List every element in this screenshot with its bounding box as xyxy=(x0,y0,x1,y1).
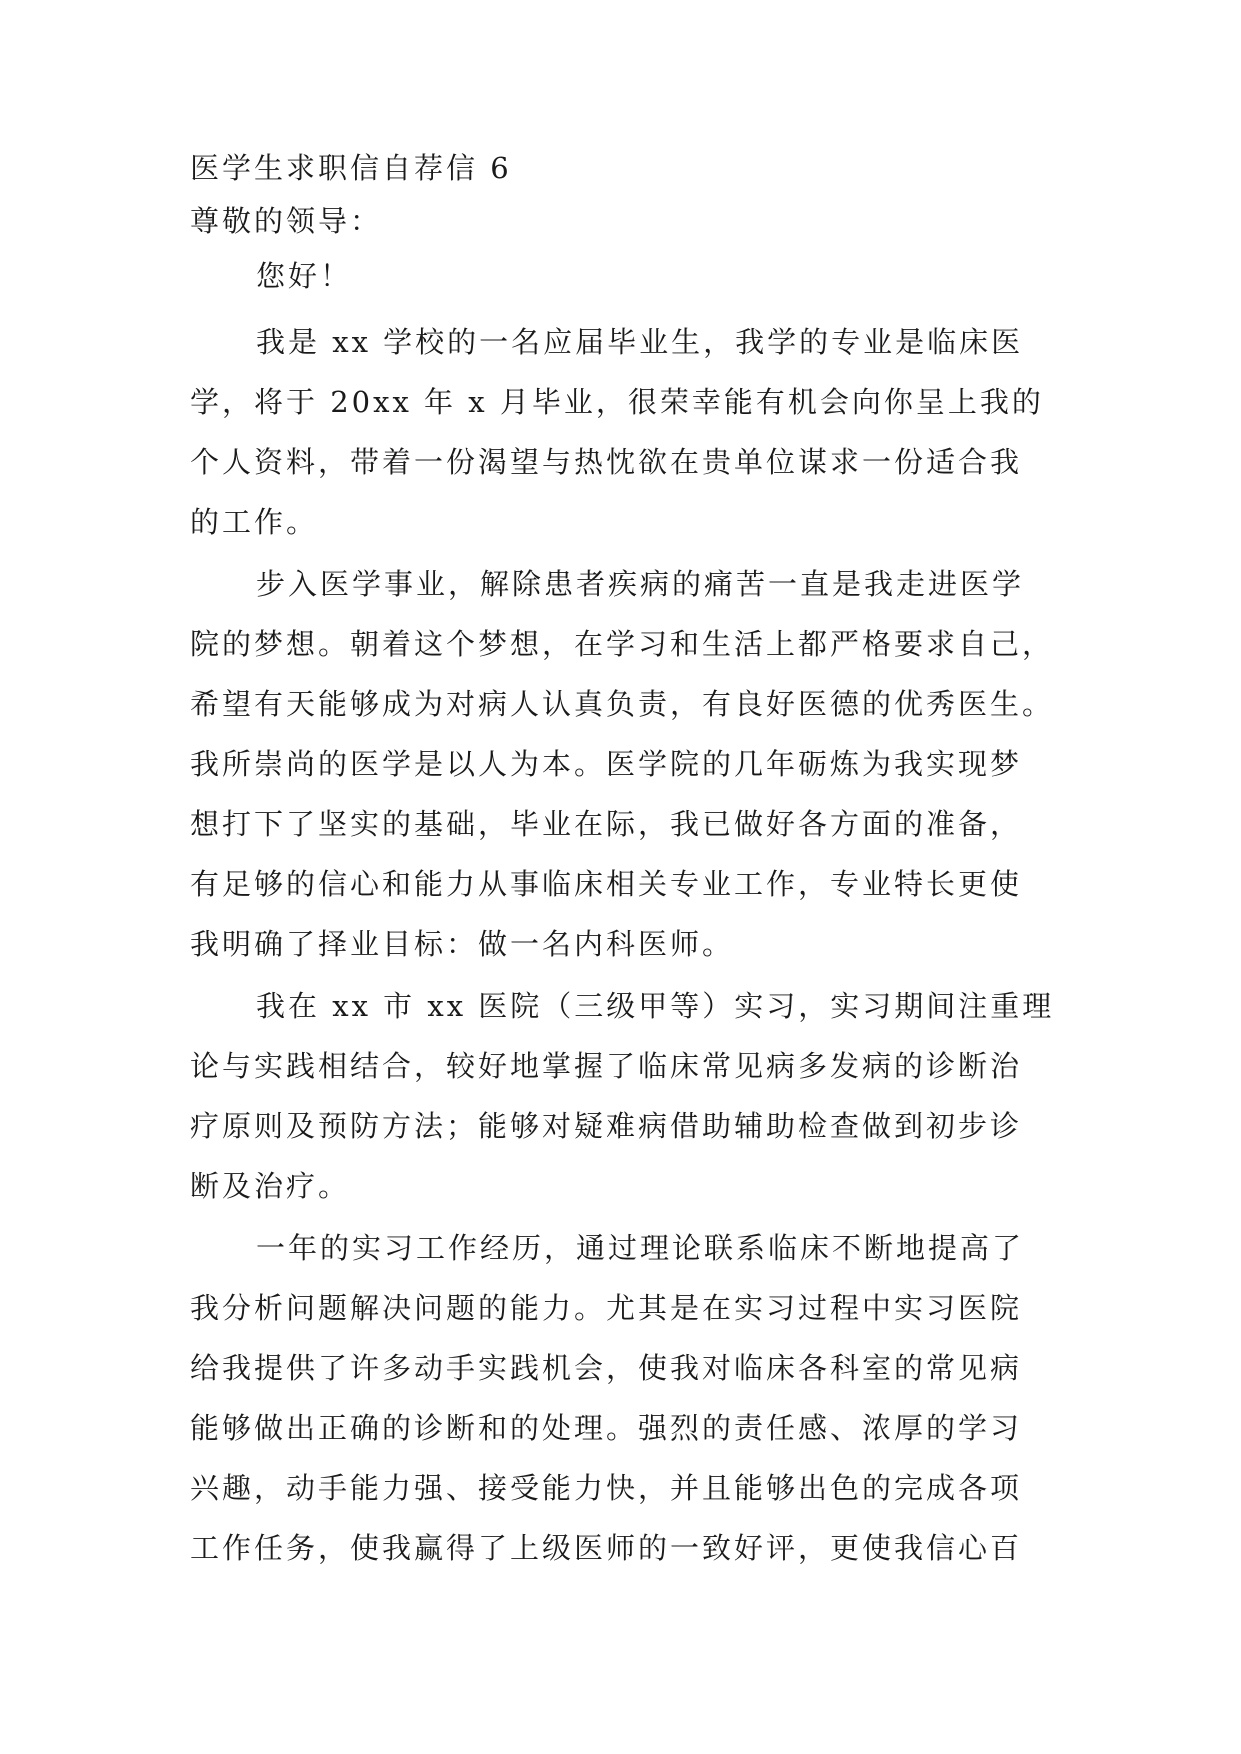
body-line: 想打下了坚实的基础，毕业在际，我已做好各方面的准备， xyxy=(190,807,1023,841)
body-line: 步入医学事业，解除患者疾病的痛苦一直是我走进医学 xyxy=(256,567,1025,601)
body-line: 希望有天能够成为对病人认真负责，有良好医德的优秀医生。 xyxy=(190,687,1055,721)
body-line: 院的梦想。朝着这个梦想，在学习和生活上都严格要求自己， xyxy=(190,627,1055,661)
body-line: 能够做出正确的诊断和的处理。强烈的责任感、浓厚的学习 xyxy=(190,1411,1023,1445)
body-line: 断及治疗。 xyxy=(190,1169,351,1203)
greeting: 您好！ xyxy=(256,259,353,293)
body-line: 给我提供了许多动手实践机会，使我对临床各科室的常见病 xyxy=(190,1351,1023,1385)
body-line: 有足够的信心和能力从事临床相关专业工作，专业特长更使 xyxy=(190,867,1023,901)
body-line: 我明确了择业目标：做一名内科医师。 xyxy=(190,927,735,961)
body-line: 我分析问题解决问题的能力。尤其是在实习过程中实习医院 xyxy=(190,1291,1023,1325)
body-line: 一年的实习工作经历，通过理论联系临床不断地提高了 xyxy=(256,1231,1025,1265)
body-line: 疗原则及预防方法；能够对疑难病借助辅助检查做到初步诊 xyxy=(190,1109,1023,1143)
body-line: 学，将于 20xx 年 x 月毕业，很荣幸能有机会向你呈上我的 xyxy=(190,385,1044,419)
body-line: 工作任务，使我赢得了上级医师的一致好评，更使我信心百 xyxy=(190,1531,1023,1565)
body-line: 论与实践相结合，较好地掌握了临床常见病多发病的诊断治 xyxy=(190,1049,1023,1083)
document-title: 医学生求职信自荐信 6 xyxy=(190,151,512,185)
body-line: 兴趣，动手能力强、接受能力快，并且能够出色的完成各项 xyxy=(190,1471,1023,1505)
body-line: 我在 xx 市 xx 医院（三级甲等）实习，实习期间注重理 xyxy=(256,989,1055,1023)
salutation: 尊敬的领导： xyxy=(190,204,383,238)
body-line: 的工作。 xyxy=(190,505,319,539)
body-line: 我是 xx 学校的一名应届毕业生，我学的专业是临床医 xyxy=(256,325,1024,359)
body-line: 我所崇尚的医学是以人为本。医学院的几年砺炼为我实现梦 xyxy=(190,747,1023,781)
body-line: 个人资料，带着一份渴望与热忱欲在贵单位谋求一份适合我 xyxy=(190,445,1023,479)
